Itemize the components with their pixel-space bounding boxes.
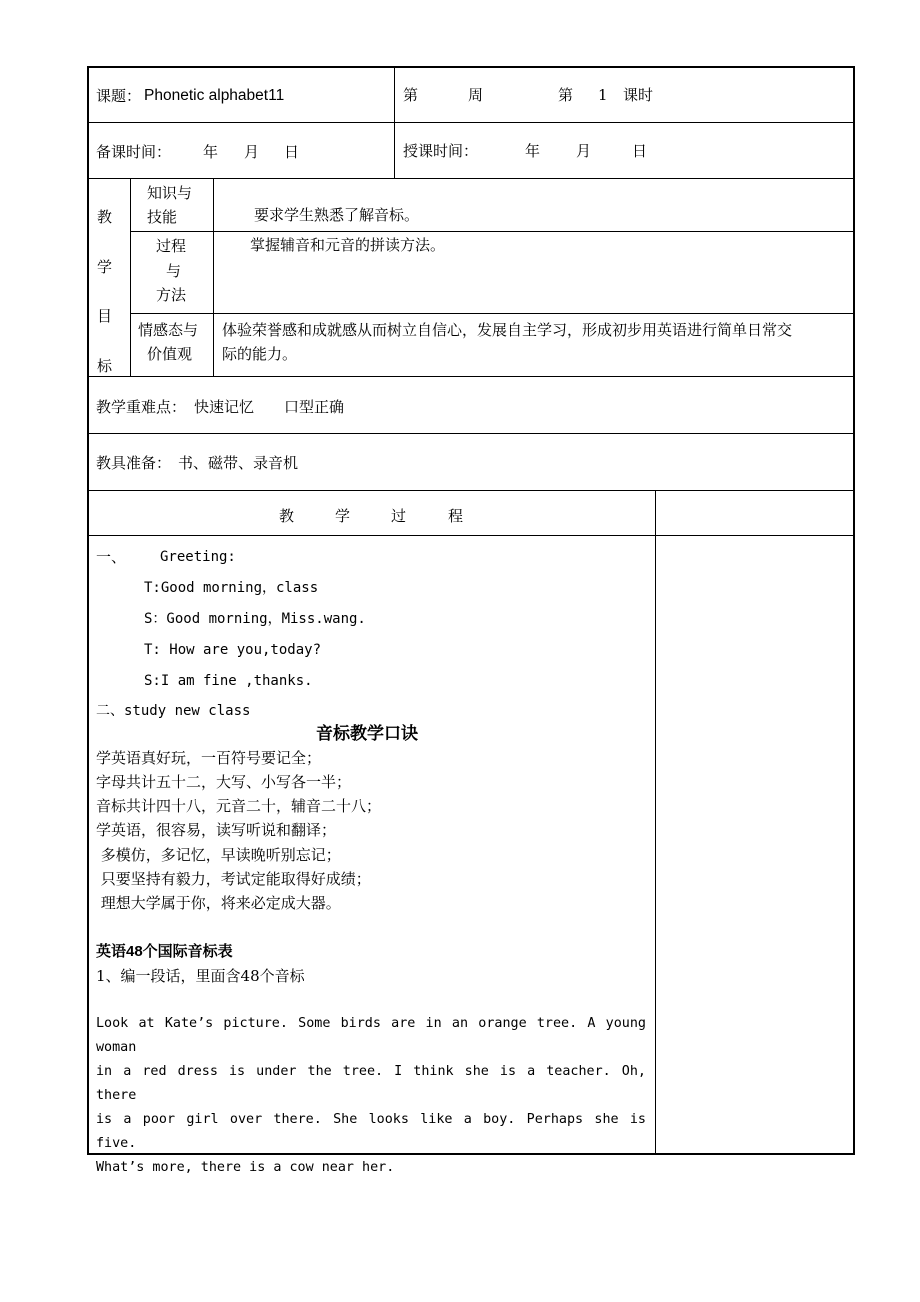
topic-value: Phonetic alphabet11: [144, 87, 285, 104]
objective-content: 际的能力。: [222, 345, 298, 363]
materials-label: 教具准备：: [96, 454, 172, 472]
prep-day: 日: [284, 143, 300, 161]
teach-month: 月: [576, 142, 592, 160]
dialogue-line: S：Good morning，Miss.wang.: [144, 611, 366, 627]
side-char: 学: [97, 258, 113, 276]
teach-time-label: 授课时间：: [403, 142, 479, 160]
objective-label: 与: [166, 262, 182, 280]
heading-char: 程: [448, 507, 464, 525]
materials-value: 书、磁带、录音机: [178, 454, 299, 472]
lesson-number: 1: [598, 86, 608, 104]
objective-label: 价值观: [147, 345, 193, 363]
objective-label: 技能: [147, 208, 178, 226]
phonetic-table-title: 英语48个国际音标表: [96, 943, 233, 960]
objective-label: 情感态与: [138, 321, 199, 339]
week-unit: 周: [468, 86, 484, 104]
dialogue-line: T: How are you,today?: [144, 642, 322, 658]
objective-content: 要求学生熟悉了解音标。: [254, 206, 420, 224]
side-char: 标: [97, 357, 113, 375]
objective-label: 知识与: [147, 184, 193, 202]
rhyme-line: 理想大学属于你，将来必定成大器。: [96, 894, 341, 912]
heading-char: 学: [335, 507, 351, 525]
dialogue-line: T:Good morning，class: [144, 580, 319, 596]
greeting-title: Greeting:: [160, 549, 236, 565]
rhyme-line: 音标共计四十八，元音二十，辅音二十八；: [96, 797, 382, 815]
lesson-label: 第: [558, 86, 574, 104]
rhyme-line: 多模仿，多记忆，早读晚听别忘记；: [96, 846, 341, 864]
teach-year: 年: [525, 142, 541, 160]
key-points-label: 教学重难点：: [96, 398, 187, 416]
heading-char: 教: [279, 507, 295, 525]
passage-line: What’s more, there is a cow near her.: [96, 1160, 395, 1175]
objective-label: 过程: [156, 237, 187, 255]
key-point: 快速记忆: [194, 398, 255, 416]
passage-line: in a red dress is under the tree. I think she is a teacher. Oh, there: [96, 1064, 646, 1103]
rhyme-title: 音标教学口诀: [316, 724, 418, 743]
new-class-heading: 二、study new class: [96, 703, 251, 719]
prep-month: 月: [244, 143, 260, 161]
dialogue-line: S:I am fine ,thanks.: [144, 673, 313, 689]
section-marker: 一、: [96, 548, 127, 566]
side-char: 教: [97, 208, 113, 226]
lesson-unit: 课时: [623, 86, 654, 104]
rhyme-line: 字母共计五十二，大写、小写各一半；: [96, 773, 352, 791]
side-char: 目: [97, 307, 113, 325]
teach-day: 日: [632, 142, 648, 160]
passage-line: is a poor girl over there. She looks like a boy. Perhaps she is five.: [96, 1112, 646, 1151]
rhyme-line: 学英语真好玩，一百符号要记全；: [96, 749, 322, 767]
prep-year: 年: [203, 143, 219, 161]
prep-time-label: 备课时间：: [96, 143, 172, 161]
rhyme-line: 只要坚持有毅力，考试定能取得好成绩；: [96, 870, 371, 888]
week-label: 第: [403, 86, 419, 104]
rhyme-line: 学英语，很容易，读写听说和翻译；: [96, 821, 337, 839]
passage-line: Look at Kate’s picture. Some birds are in an orange tree. A young woman: [96, 1016, 646, 1055]
passage: [96, 1012, 646, 1180]
objective-label: 方法: [156, 286, 187, 304]
objective-content: 体验荣誉感和成就感从而树立自信心，发展自主学习，形成初步用英语进行简单日常交: [222, 321, 793, 339]
topic-label: 课题：: [96, 87, 142, 105]
task-line: 1、编一段话，里面含48个音标: [96, 967, 305, 985]
heading-char: 过: [391, 507, 407, 525]
objective-content: 掌握辅音和元音的拼读方法。: [250, 236, 446, 254]
key-point: 口型正确: [284, 398, 345, 416]
